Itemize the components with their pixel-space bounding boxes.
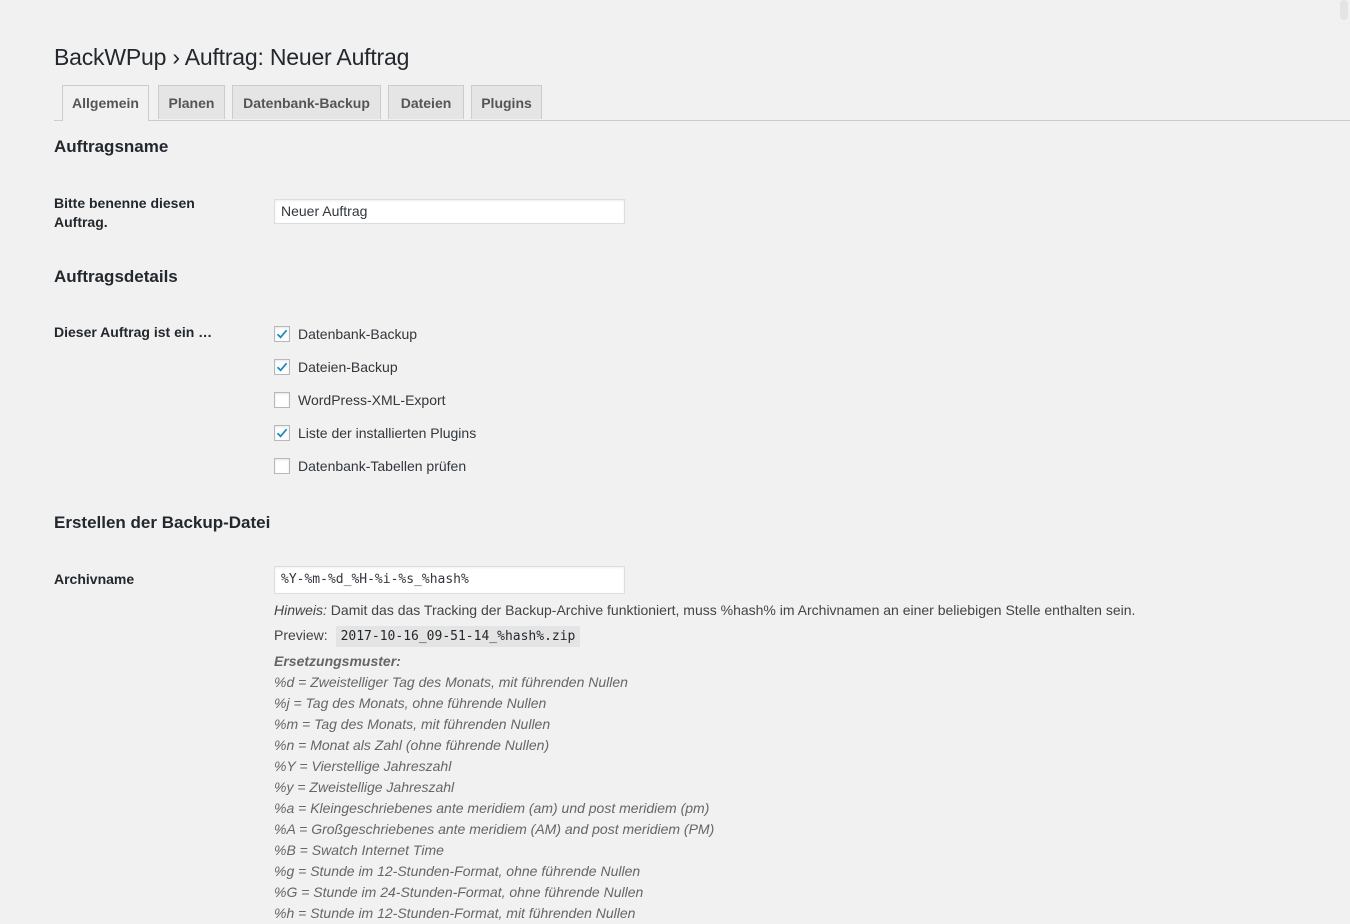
job-name-label: Bitte benenne diesen Auftrag.	[54, 195, 195, 230]
db-backup-checkbox[interactable]	[274, 326, 290, 342]
archive-preview	[274, 625, 580, 647]
scrollbar-thumb[interactable]	[1340, 0, 1348, 20]
files-backup-checkbox[interactable]	[274, 359, 290, 375]
archive-name-label: Archivname	[54, 571, 135, 587]
pattern-item: %h = Stunde im 12-Stunden-Format, mit führenden Nullen	[274, 905, 636, 921]
pattern-item: %y = Zweistellige Jahreszahl	[274, 779, 455, 795]
tab-allgemein[interactable]: Allgemein	[62, 85, 149, 121]
archive-name-hint	[274, 602, 1135, 618]
pattern-item: %G = Stunde im 24-Stunden-Format, ohne führende Nullen	[274, 884, 644, 900]
pattern-item: %Y = Vierstellige Jahreszahl	[274, 758, 452, 774]
section-heading-job-details: Auftragsdetails	[54, 267, 178, 286]
db-check-label: Datenbank-Tabellen prüfen	[298, 458, 467, 474]
files-backup-label: Dateien-Backup	[298, 359, 398, 375]
pattern-item: %j = Tag des Monats, ohne führende Nullen	[274, 695, 547, 711]
pattern-item: %n = Monat als Zahl (ohne führende Nullen)	[274, 737, 550, 753]
pattern-item: %d = Zweistelliger Tag des Monats, mit führenden Nullen	[274, 674, 628, 690]
xml-export-checkbox[interactable]	[274, 392, 290, 408]
xml-export-label: WordPress-XML-Export	[298, 392, 446, 408]
db-backup-label: Datenbank-Backup	[298, 326, 418, 342]
pattern-item: %g = Stunde im 12-Stunden-Format, ohne führende Nullen	[274, 863, 641, 879]
hint-text: Damit das das Tracking der Backup-Archive funktioniert, muss %hash% im Archivnamen an einer beliebigen Stelle enthalten sein.	[330, 602, 1136, 618]
pattern-item: %m = Tag des Monats, mit führenden Nullen	[274, 716, 551, 732]
job-type-label: Dieser Auftrag ist ein …	[54, 324, 213, 340]
pattern-item: %a = Kleingeschriebenes ante meridiem (am) und post meridiem (pm)	[274, 800, 710, 816]
tab-plugins[interactable]: Plugins	[471, 85, 542, 119]
plugin-list-checkbox[interactable]	[274, 425, 290, 441]
plugin-list-label: Liste der installierten Plugins	[298, 425, 477, 441]
pattern-item: %B = Swatch Internet Time	[274, 842, 444, 858]
page-title: BackWPup › Auftrag: Neuer Auftrag	[54, 44, 410, 70]
tab-dateien[interactable]: Dateien	[388, 85, 464, 119]
job-name-input[interactable]: Neuer Auftrag	[274, 199, 625, 224]
tab-datenbank-backup[interactable]: Datenbank-Backup	[232, 85, 381, 119]
replacement-patterns	[274, 651, 714, 924]
section-heading-job-name: Auftragsname	[54, 137, 169, 156]
tab-bar	[54, 85, 1350, 121]
hint-label: Hinweis:	[274, 602, 327, 618]
preview-value: 2017-10-16_09-51-14_%hash%.zip	[336, 626, 581, 647]
db-check-checkbox[interactable]	[274, 458, 290, 474]
patterns-title: Ersetzungsmuster:	[274, 653, 401, 669]
section-heading-backup-file: Erstellen der Backup-Datei	[54, 513, 271, 532]
preview-label: Preview:	[274, 627, 328, 643]
pattern-item: %A = Großgeschriebenes ante meridiem (AM) and post meridiem (PM)	[274, 821, 715, 837]
archive-name-input[interactable]: %Y-%m-%d_%H-%i-%s_%hash%	[274, 566, 625, 594]
tab-planen[interactable]: Planen	[158, 85, 225, 119]
